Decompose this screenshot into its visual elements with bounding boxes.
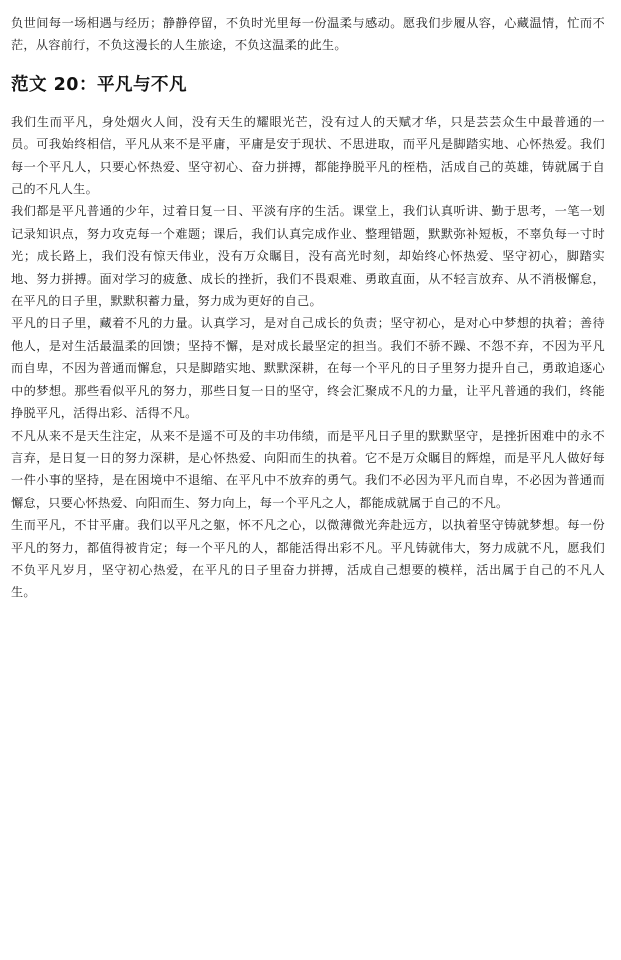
intro-paragraph: 负世间每一场相遇与经历；静静停留，不负时光里每一份温柔与感动。愿我们步履从容，心藏温情，忙而不茫，从容前行，不负这漫长的人生旅途，不负这温柔的此生。 <box>11 16 605 53</box>
essay-title: 范文 20：平凡与不凡 <box>11 74 187 95</box>
body-paragraph: 平凡的日子里，藏着不凡的力量。认真学习，是对自己成长的负责；坚守初心，是对心中梦想的执着；善待他人，是对生活最温柔的回馈；坚持不懈，是对成长最坚定的担当。我们不骄不躁、不怨不弃，不因为平凡而自卑，不因为普通而懈怠，只是脚踏实地、默默深耕，在每一个平凡的日子里努力提升自己，勇敢追逐心中的梦想。那些看似平凡的努力，那些日复一日的坚守，终会汇聚成不凡的力量，让平凡普通的我们，终能挣脱平凡，活得出彩、活得不凡。 <box>11 316 605 421</box>
body-paragraph: 我们生而平凡，身处烟火人间，没有天生的耀眼光芒，没有过人的天赋才华，只是芸芸众生中最普通的一员。可我始终相信，平凡从来不是平庸，平庸是安于现状、不思进取，而平凡是脚踏实地、心怀热爱。我们每一个平凡人，只要心怀热爱、坚守初心、奋力拼搏，都能挣脱平凡的桎梏，活成自己的英雄，铸就属于自己的不凡人生。 <box>11 114 605 197</box>
body-paragraph: 我们都是平凡普通的少年，过着日复一日、平淡有序的生活。课堂上，我们认真听讲、勤于思考，一笔一划记录知识点，努力攻克每一个难题；课后，我们认真完成作业、整理错题，默默弥补短板，不辜负每一寸时光；成长路上，我们没有惊天伟业，没有万众瞩目，没有高光时刻，却始终心怀热爱、坚守初心，脚踏实地、努力拼搏。面对学习的疲惫、成长的挫折，我们不畏艰难、勇敢直面，从不轻言放弃、从不消极懈怠，在平凡的日子里，默默积蓄力量，努力成为更好的自己。 <box>11 204 605 309</box>
body-paragraph: 生而平凡，不甘平庸。我们以平凡之躯，怀不凡之心，以微薄微光奔赴远方，以执着坚守铸就梦想。每一份平凡的努力，都值得被肯定；每一个平凡的人，都能活得出彩不凡。平凡铸就伟大，努力成就不凡，愿我们不负平凡岁月，坚守初心热爱，在平凡的日子里奋力拼搏，活成自己想要的模样，活出属于自己的不凡人生。 <box>11 518 605 600</box>
essay-body <box>11 111 605 604</box>
body-paragraph: 不凡从来不是天生注定，从来不是遥不可及的丰功伟绩，而是平凡日子里的默默坚守，是挫折困难中的永不言弃，是日复一日的努力深耕，是心怀热爱、向阳而生的执着。它不是万众瞩目的辉煌，而是平凡人做好每一件小事的坚持，是在困境中不退缩、在平凡中不放弃的勇气。我们不必因为平凡而自卑，不必因为普通而懈怠，只要心怀热爱、向阳而生、努力向上，每一个平凡之人，都能成就属于自己的不凡。 <box>11 428 605 510</box>
